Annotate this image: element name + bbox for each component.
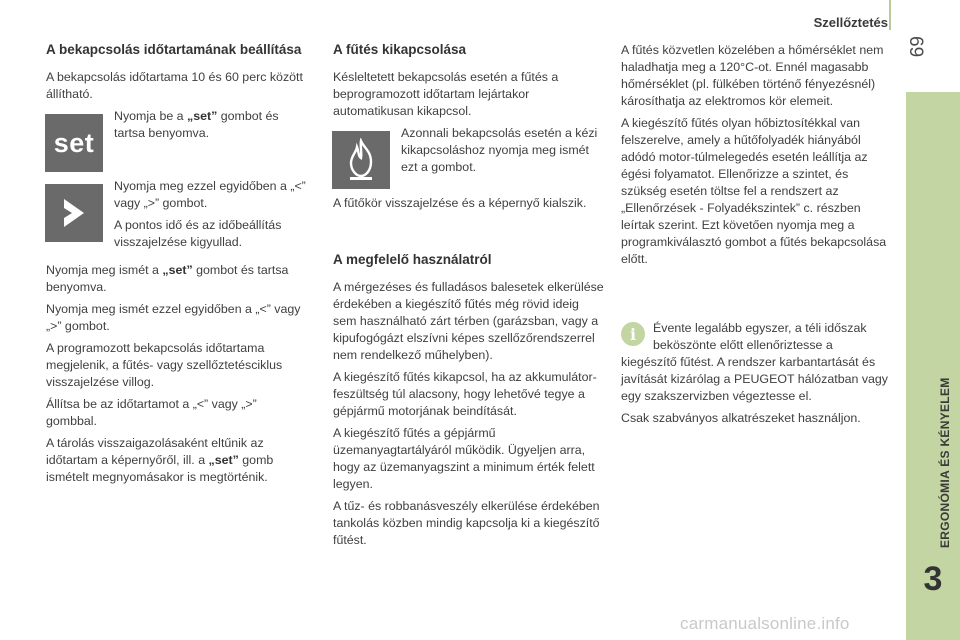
instruction-text	[114, 108, 311, 147]
page-number: 69	[905, 36, 926, 58]
column-3	[621, 42, 889, 432]
paragraph: A tárolás visszaigazolásaként eltűnik az időtartam a képernyőről, ill. a „set” gomb ismételt megnyomásakor is megtörténik.	[46, 436, 274, 484]
paragraph: A fűtés közvetlen közelében a hőmérséklet nem haladhatja meg a 120°C-ot. Ennél magasabb hőmérséklet (pl. fülkében történő fényezésnél) károsíthatja az elektromos kör elemeit.	[621, 43, 884, 108]
paragraph: A fűtőkör visszajelzése és a képernyő kialszik.	[333, 196, 587, 210]
section-title: Szellőztetés	[813, 15, 888, 30]
chapter-side-band	[906, 92, 960, 640]
paragraph: A kiegészítő fűtés a gépjármű üzemanyagtartályáról működik. Ügyeljen arra, hogy az üzemanyagszint a minimum érték felett legyen.	[333, 426, 595, 491]
paragraph: Azonnali bekapcsolás esetén a kézi kikapcsoláshoz nyomja meg ismét ezt a gombot.	[401, 126, 598, 174]
heading-duration: A bekapcsolás időtartamának beállítása	[46, 42, 302, 57]
paragraph: Csak szabványos alkatrészeket használjon.	[621, 411, 861, 425]
chevron-right-icon	[45, 184, 103, 242]
paragraph: A kiegészítő fűtés olyan hőbiztosítékkal van felszerelve, amely a hűtőfolyadék hiányából adódó motor-túlmelegedés esetén leállítja az égési folyamatot. Ellenőrizze a szintet, és szükség esetén töltse fel a rendszert az „Ellenőrzések - Folyadékszintek” c. részben leírtak szerint. Ezt követően nyomja meg a programkiválasztó gombot a fűtés bekapcsolása előtt.	[621, 116, 887, 266]
flame-icon	[332, 131, 390, 189]
paragraph: Évente legalább egyszer, a téli időszak beköszönte előtt ellenőriztesse a kiegészítő fűtést. A rendszer karbantartását és javítását kizárólag a PEUGEOT hálózatban vagy egy szakszervizben végeztesse el.	[621, 321, 888, 403]
header-rule	[889, 0, 891, 30]
column-1	[46, 42, 311, 491]
set-button-label: set	[53, 127, 95, 158]
paragraph: Állítsa be az időtartamot a „<” vagy „>” gombbal.	[46, 397, 257, 428]
instruction-set	[45, 108, 311, 172]
watermark: carmanualsonline.info	[680, 614, 850, 633]
info-icon: i	[621, 322, 645, 346]
paragraph: Nyomja be a „set” gombot és tartsa benyomva.	[114, 109, 279, 140]
heading-proper-use: A megfelelő használatról	[333, 252, 492, 267]
instruction-arrow	[45, 178, 311, 256]
instruction-text	[114, 178, 311, 256]
instruction-text	[401, 125, 605, 181]
paragraph: A tűz- és robbanásveszély elkerülése érdekében tankolás közben mindig kapcsolja ki a kiegészítő fűtést.	[333, 499, 600, 547]
instruction-flame	[332, 125, 605, 189]
info-note	[621, 320, 889, 427]
paragraph: A mérgezéses és fulladásos balesetek elkerülése érdekében a kiegészítő fűtés még rövid ideig sem használható zárt térben (garázsban, vagy a kipufogógázt elszívni képes szellőzőrendszerrel nem rendelkező műhelyben).	[333, 280, 604, 362]
paragraph: Nyomja meg ismét a „set” gombot és tartsa benyomva.	[46, 263, 289, 294]
paragraph: A pontos idő és az időbeállítás visszajelzése kigyullad.	[114, 218, 282, 249]
chapter-number: 3	[923, 560, 943, 598]
paragraph: A programozott bekapcsolás időtartama megjelenik, a fűtés- vagy szellőztetésciklus visszajelzése villog.	[46, 341, 283, 389]
column-2	[333, 42, 605, 554]
paragraph: Késleltetett bekapcsolás esetén a fűtés a beprogramozott időtartam lejártakor automatikusan kikapcsol.	[333, 70, 559, 118]
paragraph: Nyomja meg ismét ezzel egyidőben a „<” vagy „>” gombot.	[46, 302, 301, 333]
paragraph: Nyomja meg ezzel egyidőben a „<” vagy „>” gombot.	[114, 179, 306, 210]
set-button-icon	[45, 114, 103, 172]
chapter-title: ERGONÓMIA ÉS KÉNYELEM	[938, 377, 952, 548]
paragraph: A kiegészítő fűtés kikapcsol, ha az akkumulátor-feszültség túl alacsony, hogy lehetővé tegye a gépjármű motorjának beindítását.	[333, 370, 597, 418]
heading-heating-off: A fűtés kikapcsolása	[333, 42, 467, 57]
paragraph: A bekapcsolás időtartama 10 és 60 perc között állítható.	[46, 70, 303, 101]
